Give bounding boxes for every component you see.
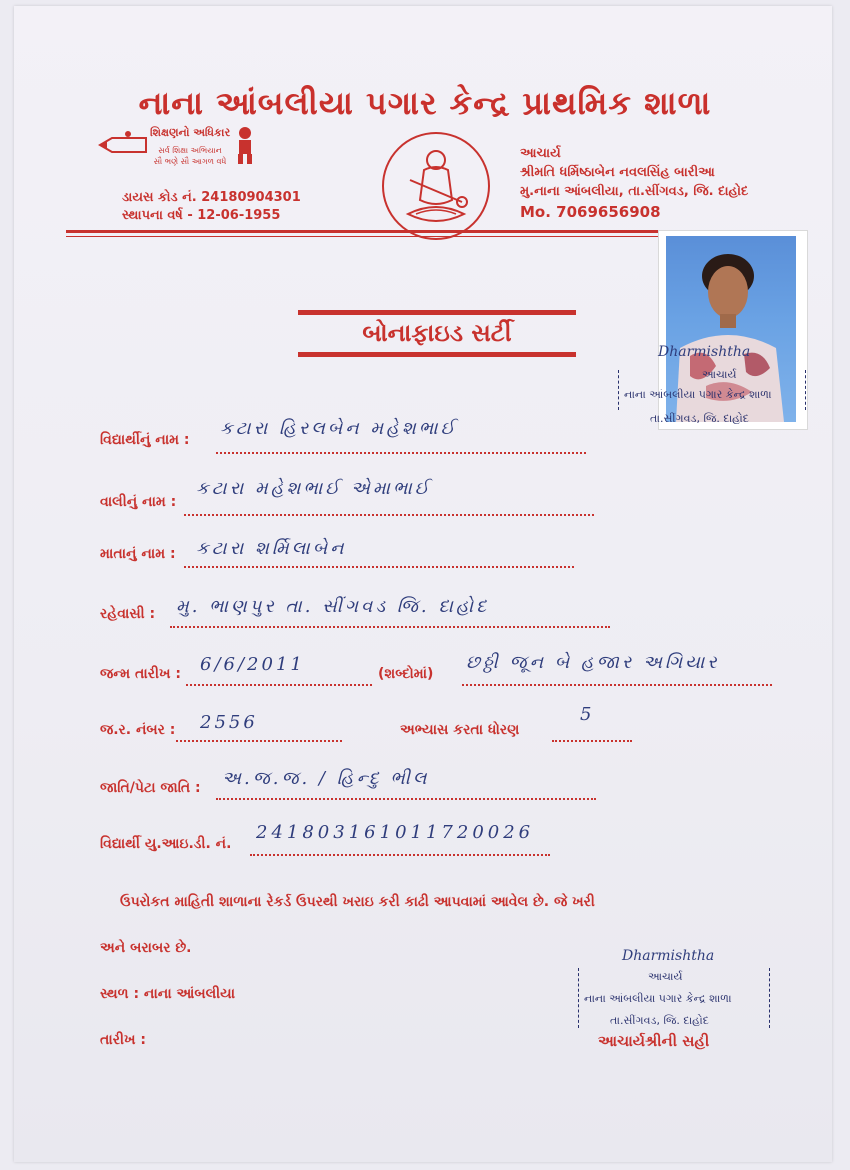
dise-code: ડાયસ કોડ નં. 24180904301 (122, 190, 301, 205)
uid-dots (250, 852, 550, 856)
principal-mobile: Mo. 7069656908 (520, 203, 661, 221)
logo-motto-1: સર્વ શિક્ષા અભિયાન (158, 146, 222, 155)
certificate-title: બોનાફાઇડ સર્ટી (362, 319, 512, 347)
header-rule (66, 230, 666, 233)
gr-number-value: 2556 (200, 712, 258, 733)
place-line: સ્થળ : નાના આંબલીયા (100, 986, 236, 1002)
guardian-name-value: કટારા મહેશભાઈ એમાભાઈ (196, 478, 432, 499)
title-rule-bottom (298, 352, 576, 357)
gr-number-label: જ.ર. નંબર : (100, 722, 176, 738)
photo-stamp-place: તા.સીંગવડ, જિ. દાહોદ (650, 412, 749, 425)
logo-tag: શિક્ષણનો અધિકાર (150, 126, 231, 139)
student-name-label: વિદ્યાર્થીનું નામ : (100, 432, 190, 448)
bottom-stamp-signature: Dharmishtha (622, 948, 715, 964)
photo-stamp-role: આચાર્ય (702, 368, 737, 381)
child-figure-icon (230, 126, 260, 166)
saraswati-emblem-icon (380, 130, 492, 242)
dob-words-label: (શબ્દોમાં) (378, 666, 434, 682)
caste-dots (216, 796, 596, 800)
rte-logo (98, 126, 268, 184)
statement-line-1: ઉપરોકત માહિતી શાળાના રેકર્ડ ઉપરથી ખરાઇ કરી કાઢી આપવામાં આવેલ છે. જે ખરી (120, 894, 595, 910)
residence-label: રહેવાસી : (100, 606, 156, 622)
photo-stamp-signature: Dharmishtha (658, 344, 751, 360)
standard-label: અભ્યાસ કરતા ધોરણ (400, 722, 520, 738)
principal-address: મુ.નાના આંબલીયા, તા.સીંગવડ, જિ. દાહોદ (520, 184, 749, 199)
caste-value: અ.જ.જ. / હિન્દુ ભીલ (222, 768, 430, 789)
mother-name-dots (184, 564, 574, 568)
standard-value: 5 (580, 704, 595, 725)
guardian-name-label: વાલીનું નામ : (100, 494, 177, 510)
standard-dots (552, 738, 632, 742)
gr-number-dots (176, 738, 342, 742)
bottom-stamp-place: તા.સીંગવડ, જિ. દાહોદ (610, 1014, 709, 1027)
principal-name: શ્રીમતિ ધર્મિષ્ઠાબેન નવલસિંહ બારીઆ (520, 165, 715, 180)
bottom-stamp-role: આચાર્ય (648, 970, 683, 983)
guardian-name-dots (184, 512, 594, 516)
bottom-stamp-school: નાના આંબલીયા પગાર કેન્દ્ર શાળા (584, 992, 732, 1005)
uid-value: 241803161011720026 (256, 822, 535, 843)
header-rule-thin (66, 236, 666, 237)
logo-motto-2: સૌ ભણે સૌ આગળ વધે (153, 157, 227, 166)
photo-stamp-school: નાના આંબલીયા પગાર કેન્દ્ર શાળા (624, 388, 772, 401)
residence-value: મુ. ભાણપુર તા. સીંગવડ જિ. દાહોદ (176, 596, 490, 617)
uid-label: વિદ્યાર્થી યુ.આઇ.ડી. નં. (100, 836, 232, 852)
mother-name-label: માતાનું નામ : (100, 546, 176, 562)
student-name-dots (216, 450, 586, 454)
school-name: નાના આંબલીયા પગાર કેન્દ્ર પ્રાથમિક શાળા (138, 84, 712, 122)
established-year: સ્થાપના વર્ષ - 12-06-1955 (122, 208, 281, 223)
dob-words-value: છઠ્ઠી જૂન બે હજાર અગિયાર (466, 652, 720, 673)
student-name-value: કટારા હિરલબેન મહેશભાઈ (220, 418, 458, 439)
caste-label: જાતિ/પેટા જાતિ : (100, 780, 201, 796)
title-rule-top (298, 310, 576, 315)
dob-dots (186, 682, 372, 686)
statement-line-2: અને બરાબર છે. (100, 940, 192, 956)
pencil-icon (98, 130, 148, 160)
signature-caption: આચાર્યશ્રીની સહી (598, 1032, 710, 1050)
principal-title: આચાર્ય (520, 146, 561, 161)
dob-label: જન્મ તારીખ : (100, 666, 181, 682)
mother-name-value: કટારા શર્મિલાબેન (196, 538, 347, 559)
residence-dots (170, 624, 610, 628)
dob-value: 6/6/2011 (200, 654, 305, 675)
dob-words-dots (462, 682, 772, 686)
date-line: તારીખ : (100, 1032, 146, 1048)
